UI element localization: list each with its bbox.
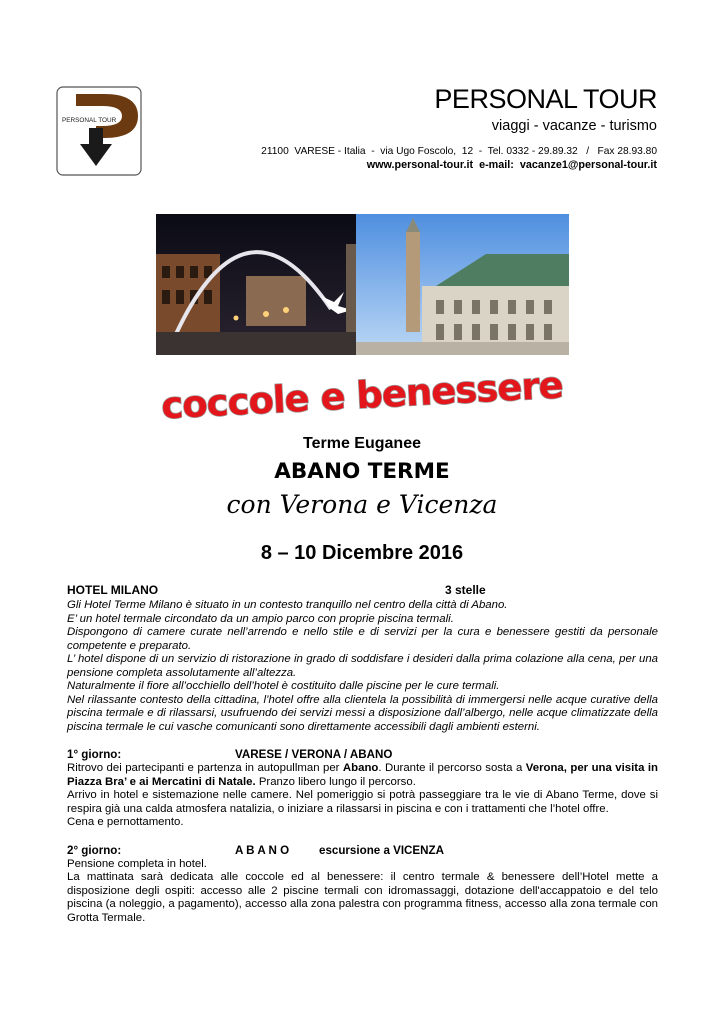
company-web-email: www.personal-tour.it e-mail: vacanze1@personal-tour.it xyxy=(366,159,657,171)
day2-excursion: escursione a VICENZA xyxy=(319,843,444,857)
brand-tagline: viaggi - vacanze - turismo xyxy=(491,118,657,134)
day2-place: A B A N O xyxy=(235,843,290,857)
script-subtitle: con Verona e Vicenza xyxy=(226,490,498,519)
day1-paragraph-1: Ritrovo dei partecipanti e partenza in autopullman per Abano. Durante il percorso sosta a Verona, per una visita in Piazza Bra’ e ai Mercatini di Natale. Pranzo libero lungo il percorso. xyxy=(67,762,658,788)
page-title: ABANO TERME xyxy=(274,459,450,484)
day2-label: 2° giorno: xyxy=(67,843,122,857)
hotel-name: HOTEL MILANO xyxy=(67,583,159,597)
brand-name: PERSONAL TOUR xyxy=(434,84,657,114)
company-logo xyxy=(56,86,142,176)
title-banner xyxy=(150,366,574,426)
program-body xyxy=(67,584,658,925)
day2-header xyxy=(67,844,658,858)
destination-photos xyxy=(156,214,569,355)
hotel-stars: 3 stelle xyxy=(445,583,486,597)
day1-route: VARESE / VERONA / ABANO xyxy=(235,748,393,761)
verona-photo xyxy=(156,214,360,355)
vicenza-photo xyxy=(356,214,569,355)
day1-label: 1° giorno: xyxy=(67,748,122,761)
hotel-description: Gli Hotel Terme Milano è situato in un contesto tranquillo nel centro della città di Abano. E’ un hotel termale circondato da un ampio parco con proprie piscina termali. Dispongono di camere curate nell’arrendo e nello stile e di servizi per la cura e benessere gestiti da personale competente e preparato. L’ hotel dispone di un servizio di ristorazione in grado di soddisfare i desideri dalla prima colazione alla cena, per una pensione completa assolutamente all’altezza. Naturalmente il fiore all’occhiello dell’hotel è costituito dalle piscine per le cure termali. Nel rilassante contesto della cittadina, l’hotel offre alla clientela la possibilità di immergersi nelle acque curative della piscina termale e di rilassarsi, usufruendo dei servizi messi a disposizione dall’albergo, nelle acque climatizzate della piscina termale le cui vasche comunicanti sono direttamente accessibili dagli ambienti esterni. xyxy=(67,599,658,733)
banner-text: coccole e benessere xyxy=(160,366,564,426)
day2-paragraph-1: Pensione completa in hotel. xyxy=(67,857,207,870)
day2-paragraph-2: La mattinata sarà dedicata alle coccole ed al benessere: il centro termale & benessere dell’Hotel mette a disposizione degli ospiti: accesso alle 2 piscine termali con idromassaggi, dotazione dell'accappatoio e del telo piscina (a noleggio, a pagamento), accesso alla zona palestra con programma fitness, accesso alla zona termale con Grotta Termale. xyxy=(67,871,658,924)
day1-header xyxy=(67,748,658,762)
company-address: 21100 VARESE - Italia - via Ugo Foscolo, 12 - Tel. 0332 - 29.89.32 / Fax 28.93.80 xyxy=(261,146,657,157)
logo-text: PERSONAL TOUR xyxy=(62,117,117,124)
day1-paragraph-2: Arrivo in hotel e sistemazione nelle camere. Nel pomeriggio si potrà passeggiare tra le vie di Abano Terme, dove si respira già una calda atmosfera natalizia, o iniziare a rilassarsi in piscina e con i trattamenti che l’hotel offre. xyxy=(67,789,658,815)
hotel-header xyxy=(67,584,658,599)
trip-dates: 8 – 10 Dicembre 2016 xyxy=(260,542,464,564)
subtitle: Terme Euganee xyxy=(303,435,421,452)
day1-paragraph-3: Cena e pernottamento. xyxy=(67,816,184,828)
